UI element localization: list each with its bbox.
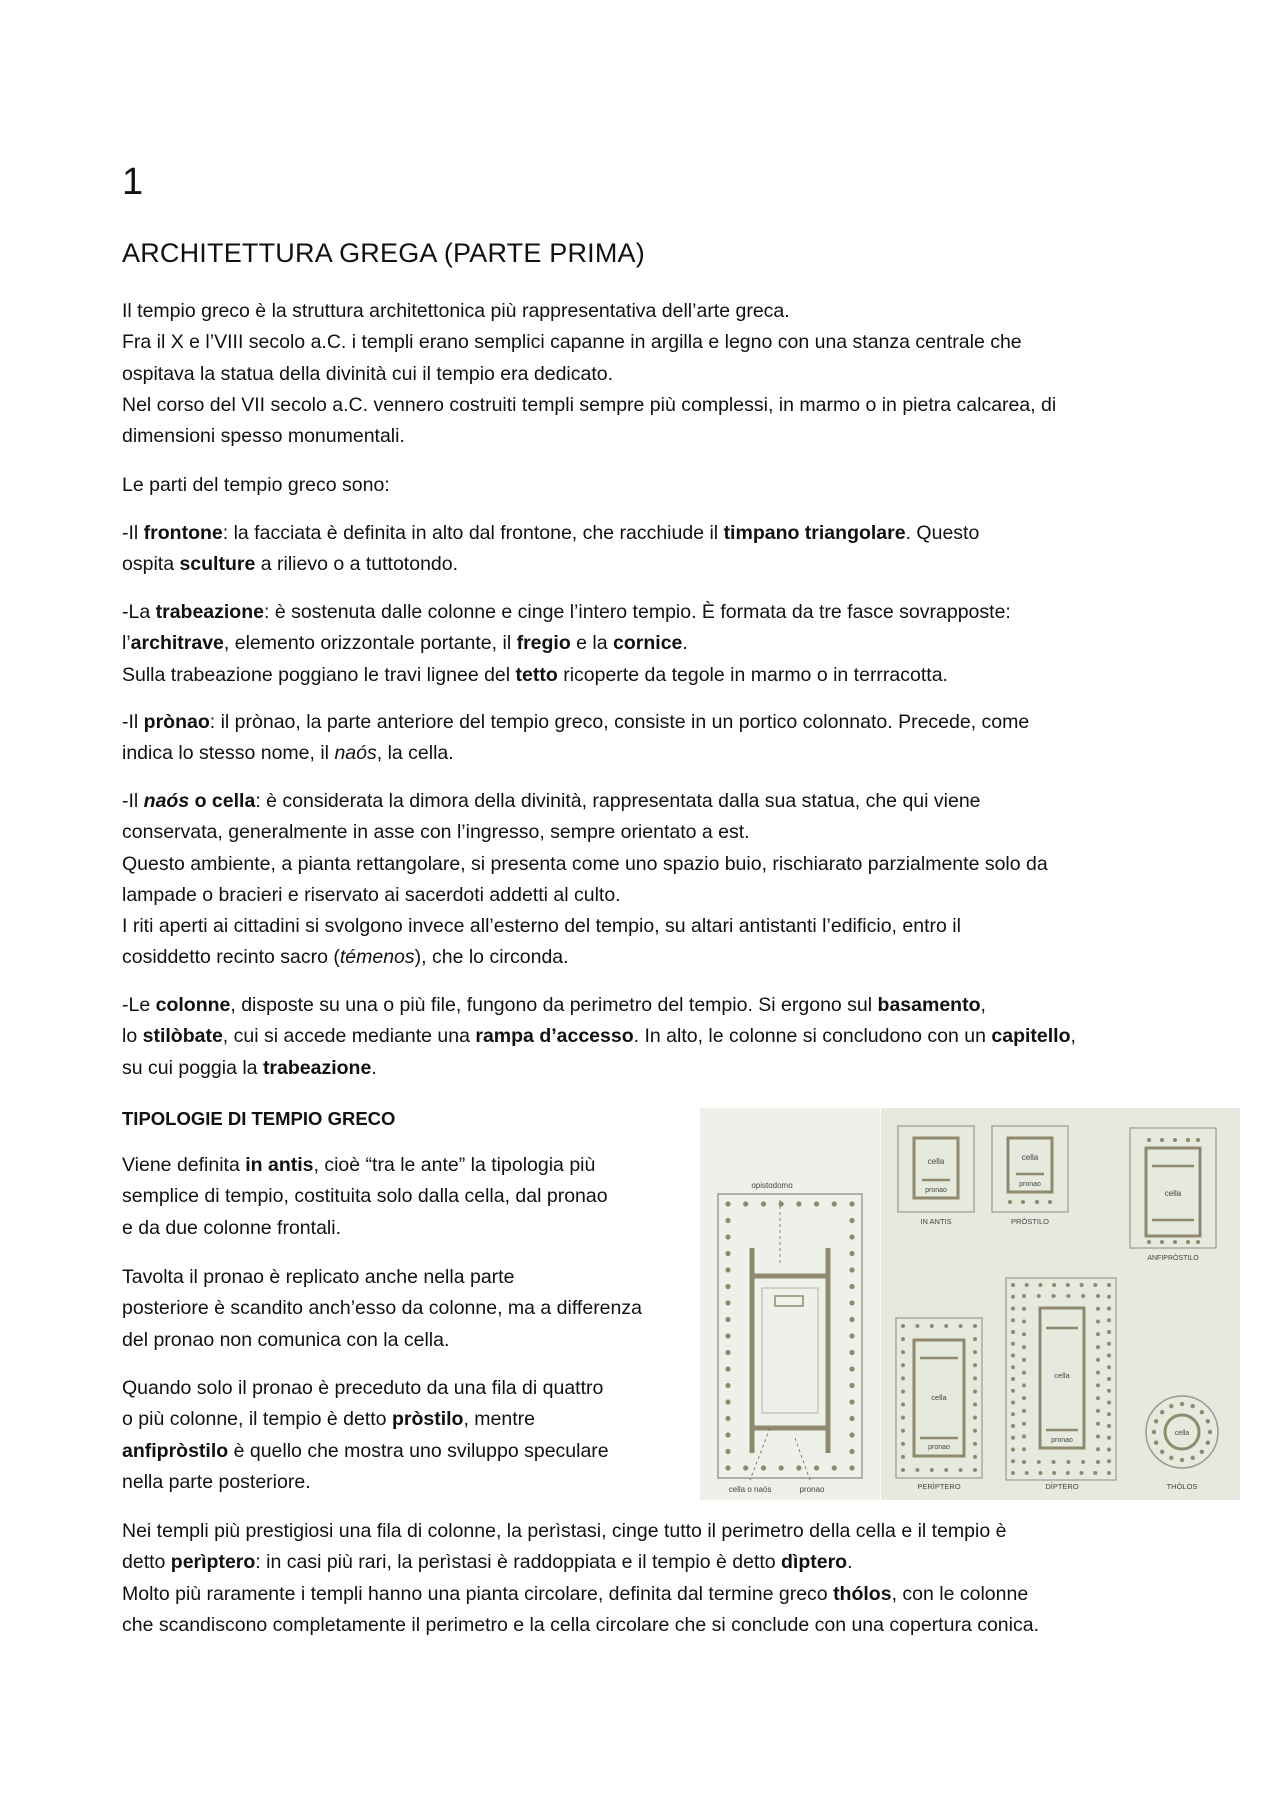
column-dot [1107,1412,1111,1416]
column-dot [1206,1441,1210,1445]
column-dot [944,1324,948,1328]
column-dot [959,1468,963,1472]
column-dot [1200,1410,1204,1414]
column-dot [1169,1404,1173,1408]
column-dot [796,1465,801,1470]
column-dot [1200,1450,1204,1454]
column-dot [973,1389,977,1393]
column-dot [849,1284,854,1289]
column-dot [814,1201,819,1206]
column-dot [849,1317,854,1322]
column-dot [1025,1471,1029,1475]
column-dot [1154,1419,1158,1423]
column-dot [915,1468,919,1472]
column-dot [1022,1358,1026,1362]
column-dot [725,1251,730,1256]
column-dot [1169,1456,1173,1460]
column-dot [1080,1471,1084,1475]
label-opistodomo: opistodomo [751,1181,793,1190]
column-dot [1107,1307,1111,1311]
periptero-paragraph: Nei templi più prestigiosi una fila di colonne, la perìstasi, cinge tutto il perimetro della cella e il tempio è detto perìptero: in casi più rari, la perìstasi è raddoppiata e il tempio è detto dìptero. Molto più raramente i templi hanno una pianta circolare, definita dal termine greco thólos, con le colonne che scandiscono completamente il perimetro e la cella circolare che si conclude con una copertura conica. [122,1520,1039,1636]
intro-line: dimensioni spesso monumentali. [122,425,405,448]
column-dot [944,1468,948,1472]
column-dot [973,1403,977,1407]
column-dot [930,1468,934,1472]
column-dot [725,1201,730,1206]
column-dot [973,1468,977,1472]
term-trabeazione: trabeazione [155,601,264,623]
label-pronao: pronao [799,1485,825,1494]
column-dot [849,1350,854,1355]
frontone-paragraph: -Il frontone: la facciata è definita in alto dal frontone, che racchiude il timpano triangolare. Questo ospita sculture a rilievo o a tuttotondo. [122,522,980,576]
column-dot [1052,1460,1056,1464]
column-dot [901,1363,905,1367]
column-dot [1022,1345,1026,1349]
term-colonne: colonne [155,994,231,1016]
column-dot [849,1333,854,1338]
column-dot [1107,1377,1111,1381]
column-dot [973,1324,977,1328]
column-dot [1011,1436,1015,1440]
column-dot [1011,1471,1015,1475]
column-dot [1096,1396,1100,1400]
column-dot [743,1465,748,1470]
column-dot [849,1201,854,1206]
column-dot [849,1234,854,1239]
column-dot [832,1465,837,1470]
column-dot [725,1350,730,1355]
svg-text:cella: cella [1054,1371,1070,1380]
column-dot [1107,1436,1111,1440]
pronao-paragraph: -Il prònao: il prònao, la parte anteriore del tempio greco, consiste in un portico colonnato. Precede, come indica lo stesso nome, il naós, la cella. [122,711,1030,765]
opistodomo-paragraph: Tavolta il pronao è replicato anche nella parte posteriore è scandito anch’esso da colonne, ma a differenza del pronao non comunica con la cella. [122,1266,642,1351]
column-dot [1037,1294,1041,1298]
column-dot [1011,1330,1015,1334]
column-dot [1081,1294,1085,1298]
column-dot [1096,1460,1100,1464]
naos-paragraph: -Il naós o cella: è considerata la dimora della divinità, rappresentata dalla sua statua, che qui viene conservata, generalmente in asse con l’ingresso, sempre orientato a est. Questo ambiente, a pianta rettangolare, si presenta come uno spazio buio, rischiarato parzialmente solo da lampade o bracieri e riservato ai sacerdoti addetti al culto. I riti aperti ai cittadini si svolgono invece all’esterno del tempio, su altari antistanti l’edificio, entro il cosiddetto recinto sacro (témenos), che lo circonda. [122,790,1048,969]
column-dot [779,1201,784,1206]
column-dot [849,1251,854,1256]
column-dot [849,1300,854,1305]
parts-heading: Le parti del tempio greco sono: [122,474,390,496]
column-dot [1066,1460,1070,1464]
column-dot [1107,1401,1111,1405]
column-dot [973,1350,977,1354]
column-dot [1107,1389,1111,1393]
term-naos: naós o cella [143,790,256,812]
column-dot [1096,1447,1100,1451]
column-dot [725,1284,730,1289]
label-periptero: PERÌPTERO [917,1482,961,1491]
column-dot [1160,1450,1164,1454]
column-dot [1038,1283,1042,1287]
column-dot [901,1429,905,1433]
column-dot [1206,1419,1210,1423]
column-dot [761,1465,766,1470]
in-antis-paragraph: Viene definita in antis, cioè “tra le ante” la tipologia più semplice di tempio, costituita solo dalla cella, dal pronao e da due colonne frontali. [122,1154,608,1239]
column-dot [1022,1434,1026,1438]
column-dot [832,1201,837,1206]
column-dot [1152,1430,1156,1434]
column-dot [1022,1371,1026,1375]
column-dot [1096,1409,1100,1413]
svg-text:pronao: pronao [1051,1437,1073,1444]
column-dot [1081,1460,1085,1464]
column-dot [849,1267,854,1272]
column-dot [725,1383,730,1388]
svg-text:pronao: pronao [928,1444,950,1451]
column-dot [1107,1448,1111,1452]
intro-paragraph [122,296,1056,452]
temple-plans-figure [700,1108,1240,1500]
column-dot [796,1201,801,1206]
column-dot [725,1300,730,1305]
column-dot [1022,1409,1026,1413]
column-dot [1022,1307,1026,1311]
column-dot [1011,1459,1015,1463]
column-dot [973,1442,977,1446]
term-frontone: frontone [143,522,223,544]
column-dot [1096,1345,1100,1349]
column-dot [1052,1294,1056,1298]
column-dot [1011,1318,1015,1322]
column-dot [901,1389,905,1393]
column-dot [849,1399,854,1404]
intro-line: Nel corso del VII secolo a.C. vennero costruiti templi sempre più complessi, in marmo o in pietra calcarea, di [122,393,1057,416]
column-dot [973,1429,977,1433]
svg-text:cella: cella [1174,1430,1190,1437]
column-dot [1011,1342,1015,1346]
column-dot [1093,1471,1097,1475]
column-dot [973,1376,977,1380]
label-anfiprostilo: ANFIPRÒSTILO [1147,1255,1199,1262]
column-dot [915,1324,919,1328]
column-dot [725,1333,730,1338]
column-dot [901,1403,905,1407]
column-dot [901,1350,905,1354]
column-dot [1096,1320,1100,1324]
column-dot [1011,1283,1015,1287]
column-dot [1037,1460,1041,1464]
svg-text:pronao: pronao [925,1187,947,1194]
column-dot [1208,1430,1212,1434]
column-dot [1093,1283,1097,1287]
column-dot [725,1399,730,1404]
column-dot [1107,1330,1111,1334]
column-dot [725,1366,730,1371]
column-dot [849,1416,854,1421]
column-dot [1096,1358,1100,1362]
column-dot [973,1337,977,1341]
label-prostilo: PRÒSTILO [1011,1217,1049,1226]
column-dot [849,1465,854,1470]
column-dot [1107,1424,1111,1428]
column-dot [1022,1447,1026,1451]
column-dot [1011,1389,1015,1393]
column-dot [1180,1402,1184,1406]
column-dot [1011,1401,1015,1405]
column-dot [849,1218,854,1223]
label-in-antis: IN ANTIS [920,1217,952,1226]
prostilo-paragraph: Quando solo il pronao è preceduto da una fila di quattro o più colonne, il tempio è detto pròstilo, mentre anfipròstilo è quello che mostra uno sviluppo speculare nella parte posteriore. [122,1377,609,1493]
label-cella-o-naos: cella o naós [728,1485,772,1494]
column-dot [725,1449,730,1454]
column-dot [901,1442,905,1446]
column-dot [1107,1295,1111,1299]
column-dot [1066,1283,1070,1287]
column-dot [901,1337,905,1341]
column-dot [973,1416,977,1420]
column-dot [901,1376,905,1380]
column-dot [930,1324,934,1328]
column-dot [814,1465,819,1470]
column-dot [1096,1383,1100,1387]
colonne-paragraph: -Le colonne, disposte su una o più file, fungono da perimetro del tempio. Si ergono sul basamento, lo stilòbate, cui si accede mediante una rampa d’accesso. In alto, le colonne si concludono con un capitello, su cui poggia la trabeazione. [122,994,1076,1079]
column-dot [1180,1458,1184,1462]
column-dot [1107,1342,1111,1346]
temple-plans-illustration [700,1108,1240,1500]
trabeazione-paragraph: -La trabeazione: è sostenuta dalle colonne e cinge l’intero tempio. È formata da tre fasce sovrapposte: l’architrave, elemento orizzontale portante, il fregio e la cornice. Sulla trabeazione poggiano le travi lignee del tetto ricoperte da tegole in marmo o in terrracotta. [122,601,1011,686]
column-dot [1107,1459,1111,1463]
column-dot [973,1363,977,1367]
page-title: ARCHITETTURA GREGA (PARTE PRIMA) [122,238,645,268]
column-dot [901,1455,905,1459]
svg-text:cella: cella [931,1393,947,1402]
column-dot [1080,1283,1084,1287]
column-dot [849,1432,854,1437]
svg-text:pronao: pronao [1019,1181,1041,1188]
column-dot [1096,1371,1100,1375]
column-dot [1096,1422,1100,1426]
column-dot [973,1455,977,1459]
label-diptero: DÌPTERO [1045,1482,1079,1491]
column-dot [725,1234,730,1239]
column-dot [1022,1320,1026,1324]
intro-line: ospitava la statua della divinità cui il tempio era dedicato. [122,362,614,385]
column-dot [1022,1396,1026,1400]
column-dot [1025,1283,1029,1287]
label-tholos: THÓLOS [1166,1482,1198,1491]
column-dot [1096,1332,1100,1336]
column-dot [1191,1456,1195,1460]
column-dot [1022,1332,1026,1336]
column-dot [849,1366,854,1371]
column-dot [1022,1294,1026,1298]
column-dot [1022,1460,1026,1464]
column-dot [725,1416,730,1421]
column-dot [1096,1307,1100,1311]
column-dot [743,1201,748,1206]
column-dot [1154,1441,1158,1445]
column-dot [1191,1404,1195,1408]
column-dot [725,1465,730,1470]
svg-text:cella: cella [1021,1153,1039,1162]
column-dot [779,1465,784,1470]
section-heading-tipologie: TIPOLOGIE DI TEMPIO GRECO [122,1108,396,1129]
column-dot [1066,1471,1070,1475]
column-dot [1107,1283,1111,1287]
column-dot [1011,1365,1015,1369]
term-pronao: prònao [143,711,210,733]
column-dot [1096,1434,1100,1438]
column-dot [1011,1295,1015,1299]
column-dot [1022,1422,1026,1426]
column-dot [849,1449,854,1454]
column-dot [1052,1283,1056,1287]
column-dot [1011,1448,1015,1452]
page-number: 1 [122,161,144,203]
column-dot [1107,1365,1111,1369]
column-dot [725,1267,730,1272]
column-dot [1011,1424,1015,1428]
column-dot [1022,1383,1026,1387]
column-dot [1107,1318,1111,1322]
column-dot [725,1432,730,1437]
column-dot [1038,1471,1042,1475]
column-dot [1052,1471,1056,1475]
intro-line: Il tempio greco è la struttura architettonica più rappresentativa dell’arte greca. [122,300,790,322]
column-dot [1107,1471,1111,1475]
column-dot [1107,1354,1111,1358]
column-dot [1011,1377,1015,1381]
column-dot [901,1468,905,1472]
column-dot [1160,1410,1164,1414]
column-dot [1011,1307,1015,1311]
column-dot [725,1317,730,1322]
column-dot [1011,1412,1015,1416]
column-dot [901,1416,905,1420]
column-dot [761,1201,766,1206]
svg-text:cella: cella [927,1157,945,1166]
svg-text:cella: cella [1164,1189,1182,1198]
intro-line: Fra il X e l’VIII secolo a.C. i templi erano semplici capanne in argilla e legno con una stanza centrale che [122,331,1022,354]
column-dot [901,1324,905,1328]
column-dot [1011,1354,1015,1358]
column-dot [1096,1294,1100,1298]
column-dot [959,1324,963,1328]
column-dot [725,1218,730,1223]
column-dot [849,1383,854,1388]
column-dot [1066,1294,1070,1298]
